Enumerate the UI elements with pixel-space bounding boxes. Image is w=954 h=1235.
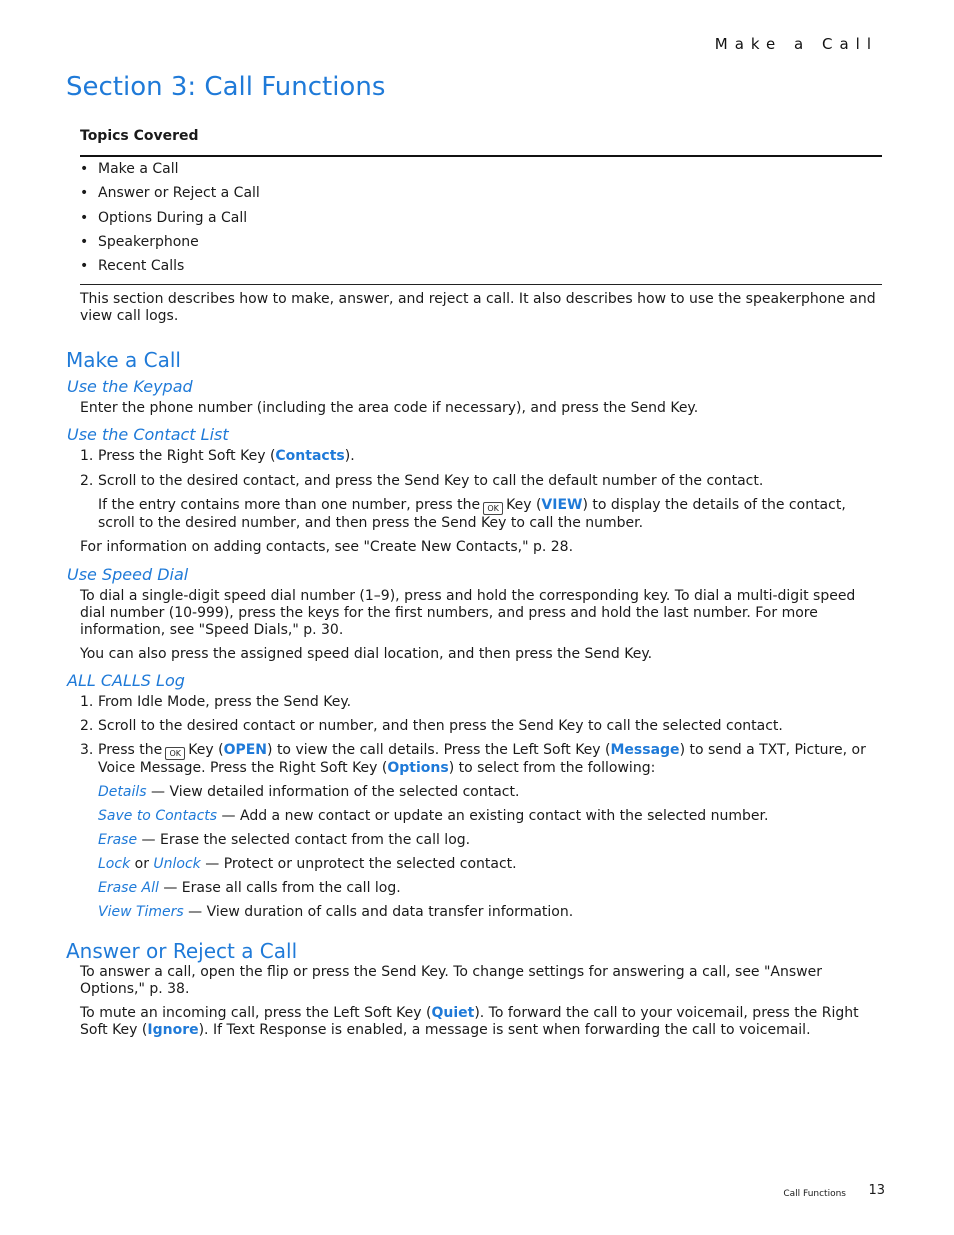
all-calls-step-1	[80, 694, 882, 711]
contact-step-1	[80, 448, 882, 465]
topic-item: • Options During a Call	[80, 206, 882, 230]
note-text: ) to display the details of the contact, scroll to the desired number, and then press the Send Key to call the number.	[98, 497, 846, 531]
topic-item: • Speakerphone	[80, 230, 882, 254]
speed-dial-text-1: To dial a single-digit speed dial number (1–9), press and hold the corresponding key. To dial a multi-digit speed dial number (10-999), press the keys for the first numbers, and press and hold the last number. For more information, see "Speed Dials," p. 30.	[80, 588, 856, 638]
heading-use-keypad: Use the Keypad	[67, 377, 193, 396]
step-number: 3.	[80, 742, 94, 758]
option-or: or	[130, 856, 154, 872]
heading-all-calls-log: ALL CALLS Log	[67, 671, 185, 690]
ok-key-icon: OK	[165, 747, 185, 760]
option-erase-all	[98, 880, 882, 897]
message-softkey-label: Message	[610, 742, 680, 758]
contact-note	[98, 497, 882, 532]
step-text: Scroll to the desired contact, and press the Send Key to call the default number of the contact.	[98, 473, 764, 489]
step-number: 1.	[80, 694, 94, 710]
option-desc: — View detailed information of the selected contact.	[146, 784, 520, 800]
heading-make-a-call: Make a Call	[66, 348, 181, 372]
running-head: Make a Call	[714, 35, 878, 53]
option-desc: — Protect or unprotect the selected contact.	[200, 856, 517, 872]
topics-covered-box	[80, 128, 882, 285]
step-text: ) to select from the following:	[448, 760, 656, 776]
page-number: 13	[868, 1183, 885, 1198]
heading-use-speed-dial: Use Speed Dial	[67, 565, 189, 584]
option-name: Erase All	[98, 880, 159, 896]
ignore-softkey-label: Ignore	[147, 1022, 199, 1038]
step-number: 2.	[80, 718, 94, 734]
step-text: Press the Right Soft Key (	[98, 448, 276, 464]
answer-text: ). If Text Response is enabled, a message is sent when forwarding the call to voicemail.	[198, 1022, 811, 1038]
answer-text-1: To answer a call, open the flip or press the Send Key. To change settings for answering a call, see "Answer Options," p. 38.	[80, 964, 822, 997]
option-erase	[98, 832, 882, 849]
option-desc: — View duration of calls and data transfer information.	[183, 904, 574, 920]
contact-info: For information on adding contacts, see "Create New Contacts," p. 28.	[80, 539, 574, 555]
heading-use-contact-list: Use the Contact List	[67, 425, 229, 444]
step-text: Press the	[98, 742, 163, 758]
step-text: ) to view the call details. Press the Left Soft Key (	[267, 742, 611, 758]
step-number: 1.	[80, 448, 94, 464]
note-text: If the entry contains more than one number, press the	[98, 497, 481, 513]
option-desc: — Erase the selected contact from the call log.	[137, 832, 471, 848]
answer-text-2	[80, 1005, 882, 1039]
option-name: Unlock	[153, 856, 201, 872]
step-text: ) to send a TXT, Picture, or Voice Message. Press the Right Soft Key (	[98, 742, 866, 776]
option-name: Lock	[98, 856, 131, 872]
option-details	[98, 784, 882, 801]
quiet-softkey-label: Quiet	[431, 1005, 475, 1021]
option-desc: — Add a new contact or update an existing contact with the selected number.	[217, 808, 769, 824]
step-text: Scroll to the desired contact or number, and then press the Send Key to call the selected contact.	[98, 718, 783, 734]
section-title: Section 3: Call Functions	[66, 72, 386, 102]
topic-item: • Make a Call	[80, 157, 882, 181]
option-name: Save to Contacts	[98, 808, 218, 824]
answer-text: To mute an incoming call, press the Left Soft Key (	[80, 1005, 432, 1021]
option-desc: — Erase all calls from the call log.	[158, 880, 401, 896]
step-text: From Idle Mode, press the Send Key.	[98, 694, 352, 710]
all-calls-step-2	[80, 718, 882, 735]
option-save-to-contacts	[98, 808, 882, 825]
contacts-softkey-label: Contacts	[275, 448, 345, 464]
all-calls-step-3	[80, 742, 882, 777]
speed-dial-text-2: You can also press the assigned speed dial location, and then press the Send Key.	[80, 646, 653, 662]
option-lock-unlock	[98, 856, 882, 873]
answer-text: ). To forward the call to your voicemail, press the Right Soft Key (	[80, 1005, 859, 1038]
topic-item: • Answer or Reject a Call	[80, 181, 882, 205]
heading-answer-or-reject: Answer or Reject a Call	[66, 939, 298, 963]
step-text: ).	[344, 448, 355, 464]
option-name: Erase	[98, 832, 138, 848]
page-content	[0, 291, 954, 1039]
open-softkey-label: OPEN	[223, 742, 268, 758]
topic-item: • Recent Calls	[80, 254, 882, 278]
options-softkey-label: Options	[387, 760, 449, 776]
option-name: Details	[98, 784, 147, 800]
step-text: Key (	[188, 742, 224, 758]
contact-step-2	[80, 473, 882, 490]
step-number: 2.	[80, 473, 94, 489]
intro-paragraph: This section describes how to make, answer, and reject a call. It also describes how to use the speakerphone and view call logs.	[80, 291, 876, 324]
footer-section-label: Call Functions	[783, 1189, 846, 1199]
topics-heading: Topics Covered	[80, 128, 882, 157]
option-view-timers	[98, 904, 882, 921]
note-text: Key (	[506, 497, 542, 513]
option-name: View Timers	[98, 904, 184, 920]
ok-key-icon: OK	[483, 502, 503, 515]
keypad-text: Enter the phone number (including the area code if necessary), and press the Send Key.	[80, 400, 699, 416]
topics-list	[80, 157, 882, 285]
view-softkey-label: VIEW	[541, 497, 583, 513]
